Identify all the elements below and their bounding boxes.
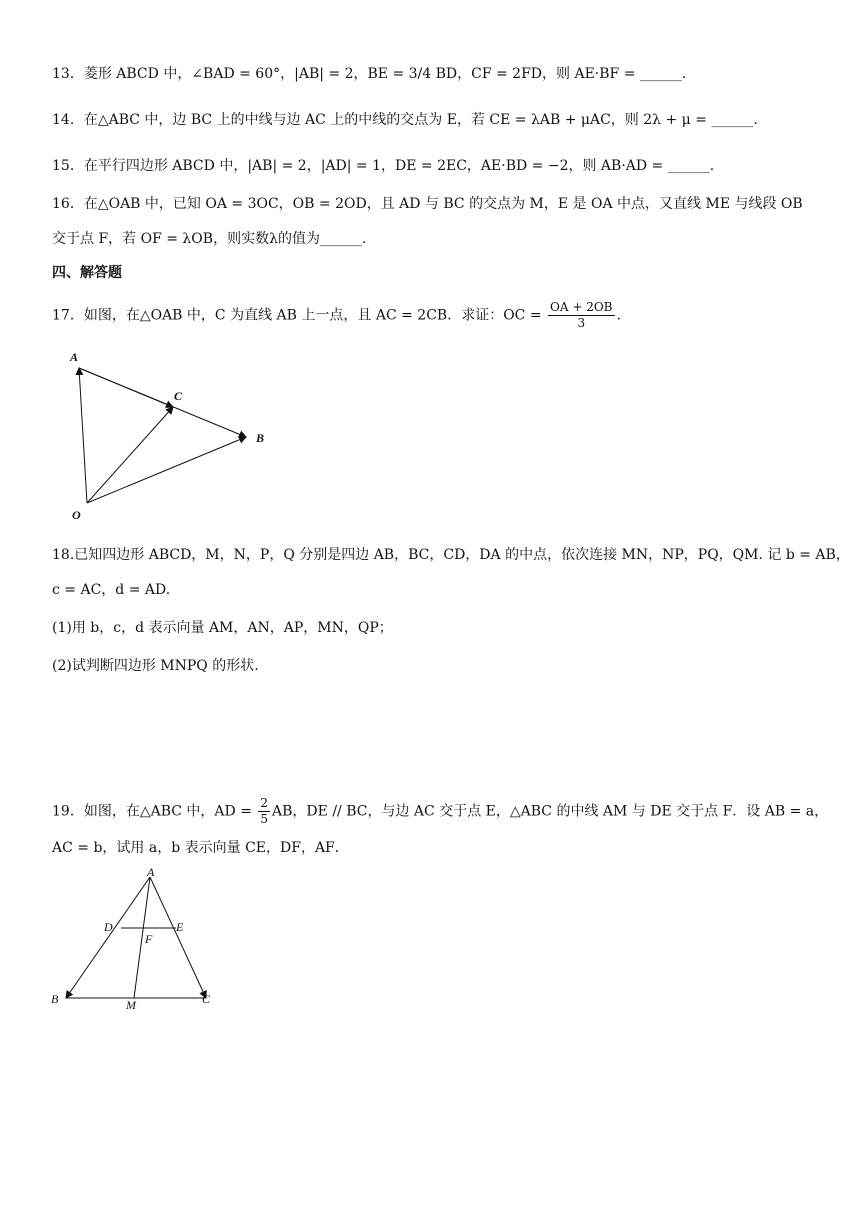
- triangle-oab-figure: [60, 345, 290, 525]
- label-m: M: [126, 998, 136, 1012]
- question-18-part-1: (1)用 b，c，d 表示向量 AM，AN，AP，MN，QP；: [52, 620, 393, 636]
- vector-ab: [66, 877, 150, 998]
- label-b: B: [256, 431, 265, 445]
- question-19-number: 19．: [52, 803, 84, 820]
- vector-ob: [87, 437, 246, 503]
- label-f: F: [145, 932, 153, 946]
- label-e: E: [176, 920, 184, 934]
- question-17: [52, 300, 820, 331]
- question-16-continuation: [52, 229, 820, 249]
- label-b: B: [51, 992, 59, 1006]
- question-18-line1: 已知四边形 ABCD，M，N，P，Q 分别是四边 AB，BC，CD，DA 的中点，依次连接 MN，NP，PQ，QM. 记 b = AB，: [74, 547, 850, 563]
- question-19-fraction: [258, 796, 270, 827]
- question-17-number: 17．: [52, 307, 84, 324]
- label-c: C: [174, 389, 183, 403]
- fraction-denominator: 3: [577, 316, 586, 330]
- vector-ac: [150, 877, 206, 998]
- question-13-text: 菱形 ABCD 中，∠BAD = 60°，|AB| = 2，BE = 3/4 BD，CF = 2FD，则 AE·BF = ______.: [83, 66, 687, 82]
- question-19-continuation: [52, 838, 820, 858]
- question-13-number: 13．: [52, 66, 84, 82]
- question-18-line2: c = AC，d = AD.: [52, 582, 171, 598]
- question-16-line2: 交于点 F，若 OF = λOB，则实数λ的值为______.: [52, 231, 367, 247]
- fraction-numerator: 2: [260, 796, 269, 810]
- question-14: [52, 110, 820, 130]
- label-d: D: [104, 920, 113, 934]
- vector-oc: [87, 407, 173, 503]
- fraction-denominator: 5: [260, 812, 269, 826]
- vector-oa: [79, 368, 87, 503]
- question-17-suffix: .: [616, 307, 621, 324]
- question-15-number: 15．: [52, 158, 84, 174]
- section-heading: 四、解答题: [52, 265, 122, 281]
- question-19-line2: AC = b，试用 a，b 表示向量 CE，DF，AF．: [52, 840, 349, 856]
- question-15: [52, 156, 820, 176]
- question-18: [52, 545, 850, 565]
- fraction-numerator: OA + 2OB: [550, 300, 613, 314]
- question-18-part-2: (2)试判断四边形 MNPQ 的形状.: [52, 658, 259, 674]
- question-18-number: 18.: [52, 547, 75, 563]
- triangle-abc-figure: [46, 867, 226, 1017]
- question-17-text: 如图，在△OAB 中，C 为直线 AB 上一点，且 AC = 2CB．求证：OC =: [83, 307, 542, 324]
- question-19-text-prefix: 如图，在△ABC 中，AD =: [83, 803, 252, 820]
- question-17-fraction: [548, 300, 614, 331]
- question-15-text: 在平行四边形 ABCD 中，|AB| = 2，|AD| = 1，DE = 2EC，AE·BD = −2，则 AB·AD = ______.: [83, 158, 715, 174]
- label-a: A: [147, 867, 155, 879]
- question-16-line1: 在△OAB 中，已知 OA = 3OC，OB = 2OD，且 AD 与 BC 的交点为 M，E 是 OA 中点，又直线 ME 与线段 OB: [83, 196, 803, 212]
- question-16: [52, 194, 820, 214]
- question-18-continuation: [52, 580, 820, 600]
- label-o: O: [72, 508, 81, 522]
- question-14-text: 在△ABC 中，边 BC 上的中线与边 AC 上的中线的交点为 E，若 CE = λAB + μAC，则 2λ + μ = ______.: [83, 112, 758, 128]
- question-16-number: 16．: [52, 196, 84, 212]
- question-13: [52, 64, 820, 84]
- vector-ac: [79, 368, 173, 407]
- label-a: A: [70, 350, 79, 364]
- question-19-text-mid: AB，DE // BC，与边 AC 交于点 E，△ABC 的中线 AM 与 DE 交于点 F．设 AB = a，: [272, 803, 829, 820]
- question-14-number: 14．: [52, 112, 84, 128]
- label-c: C: [202, 992, 211, 1006]
- question-19: [52, 796, 829, 827]
